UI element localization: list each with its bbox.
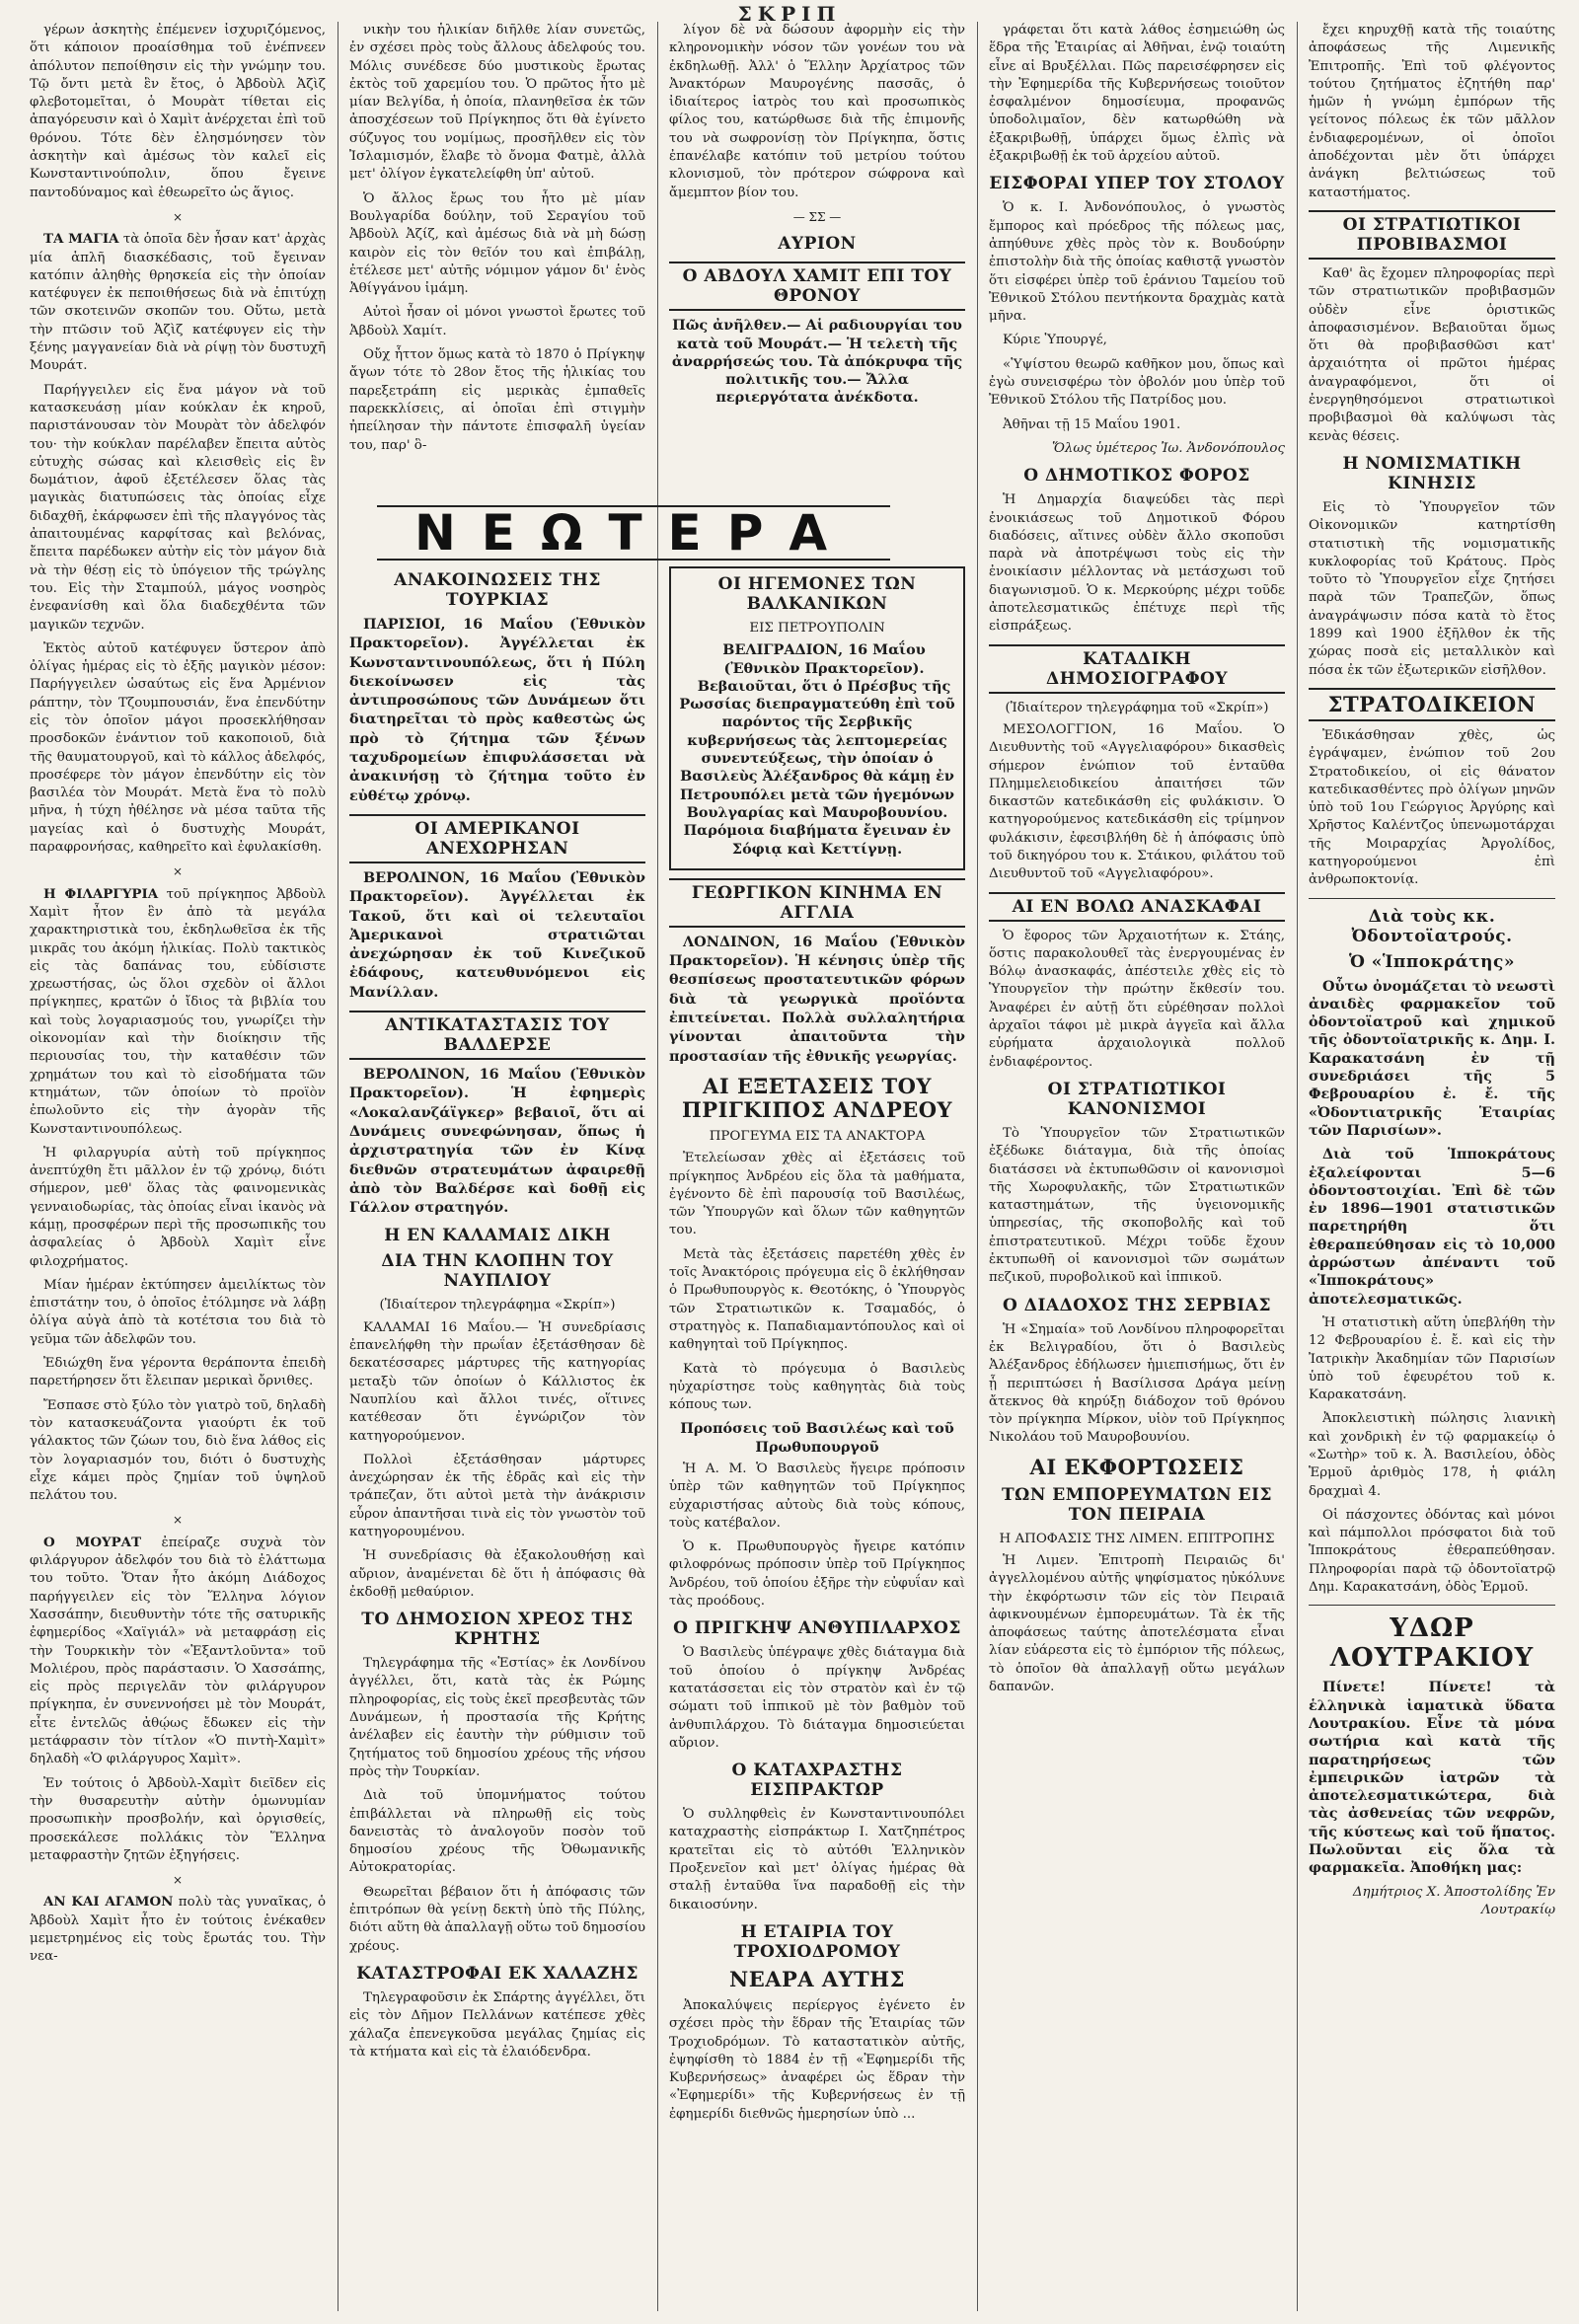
column-2-top	[349, 22, 645, 501]
ad-text: Διὰ τοῦ Ἱπποκράτους ἐξαλείφονται 5—6 ὀδοντοστοιχίαι. Ἐπὶ δὲ τῶν ἐν 1896—1901 στατιστικῶν παρετηρήθη ὅτι ἐθεραπεύθησαν εἰς τὸ 10,000 ἀρρώστων ἀπέναντι τοῦ «Ἱπποκράτους» ἀποτελεσματικῶς.	[1309, 1146, 1555, 1308]
section-heading: Ο ΑΒΔΟΥΛ ΧΑΜΙΤ ΕΠΙ ΤΟΥ ΘΡΟΝΟΥ	[669, 262, 965, 311]
article-text: Ὁ κ. Πρωθυπουργὸς ἤγειρε κατόπιν φιλοφρόνως πρόποσιν ὑπὲρ τοῦ Πρίγκηπος Ἀνδρέου, τοῦ ὁποίου ἐξῆρε τὴν εὐφυΐαν καὶ τὰς προόδους.	[669, 1539, 965, 1610]
ad-text: Ἀποκλειστικὴ πώλησις λιανικὴ καὶ χονδρικὴ ἐν τῷ φαρμακείῳ ὁ «Σωτὴρ» τοῦ κ. Ἀ. Βασιλείου, ὁδὸς Ἑρμοῦ ἀριθμὸς 178, ἡ φιάλη δραχμαὶ 4.	[1309, 1411, 1555, 1499]
column-rule	[977, 22, 978, 2311]
section-heading: ΕΙΣΦΟΡΑΙ ΥΠΕΡ ΤΟΥ ΣΤΟΛΟΥ	[989, 174, 1285, 194]
ad-title: ΥΔΩΡ ΛΟΥΤΡΑΚΙΟΥ	[1329, 1613, 1535, 1674]
section-heading: ΟΙ ΣΤΡΑΤΙΩΤΙΚΟΙ ΚΑΝΟΝΙΣΜΟΙ	[1047, 1079, 1227, 1119]
divider	[1309, 1605, 1555, 1606]
ad-text: Οὗτω ὀνομάζεται τὸ νεωστὶ ἀναιδὲς φαρμακεῖον τοῦ ὀδοντοϊατροῦ καὶ χημικοῦ τῆς ὀδοντοϊατρικῆς κ. Δημ. Ι. Καρακατσάνη ἐν τῇ συνεδριάσει τῆς 5 Φεβρουαρίου ἐ. ἔ. τῆς «Ὀδοντιατρικῆς Ἑταιρίας τῶν Παρισίων».	[1309, 977, 1555, 1139]
section-heading: ΟΙ ΗΓΕΜΟΝΕΣ ΤΩΝ ΒΑΛΚΑΝΙΚΩΝ	[717, 574, 917, 614]
section-heading: Η ΕΤΑΙΡΙΑ ΤΟΥ ΤΡΟΧΙΟΔΡΟΜΟΥ	[733, 1921, 901, 1962]
article-text: λίγον δὲ νὰ δώσουν ἀφορμὴν εἰς τὴν κληρονομικὴν νόσον τῶν γονέων του νὰ ἐκδηλωθῇ. Ἀλλ' ὁ Ἕλλην Ἀρχίατρος τῶν Ἀνακτόρων Μαυρογένης πασσᾶς, ὁ ἰδιαίτερος ἰατρὸς του καὶ προσωπικὸς φίλος του, κατώρθωσε διὰ τῆς ἐπιμονῆς του νὰ σωφρονίσῃ τὸν Πρίγκηπα, ὅστις ἐπανέλαβε κατόπιν τοῦ μετρίου τούτου κλονισμοῦ, τὸν πρότερον σώφρονα καὶ ἄμεμπτον βίον του.	[669, 23, 965, 200]
column-1	[30, 22, 326, 2311]
running-head: ΣΚΡΙΠ	[737, 2, 842, 26]
boxed-dispatch	[669, 566, 965, 870]
article-text: Ἡ φιλαργυρία αὐτὴ τοῦ πρίγκηπος ἀνεπτύχθη ἔτι μᾶλλον ἐν τῷ χρόνῳ, διότι σήμερον, μεθ' ὅλας τὰς φαινομενικὰς γενναιοδωρίας, τὰς ὁποίας εἶναι ἱκανὸς νὰ κάμῃ, προσφέρων περὶ τῆς προσωπικῆς του ἀσφαλείας ὁ Ἀβδοὺλ Χαμὶτ εἶνε φιλοχρήματος.	[30, 1145, 326, 1269]
divider	[1309, 898, 1555, 899]
article-text: Αὐτοὶ ἦσαν οἱ μόνοι γνωστοὶ ἔρωτες τοῦ Ἀβδοὺλ Χαμίτ.	[349, 305, 645, 338]
inline-head: ΤΑ ΜΑΓΙΑ	[43, 231, 119, 248]
article-text: Ἡ Λιμεν. Ἐπιτροπὴ Πειραιῶς δι' ἀγγελλομένου αὐτῆς ψηφίσματος ηὐκόλυνε τὴν ἐκφόρτωσιν τῶν εἰς τὸν Πειραιᾶ ἀφικνουμένων ἐμπορευμάτων. Τὰ ἐκ τῆς ἀποφάσεως ταύτης ἀποτελέσματα εἶναι λίαν εὐάρεστα εἰς τὸ ἐμπόριον τῆς πόλεως, τὸ ὁποῖον θὰ ἀπαλλαγῇ οὕτω μεγάλων δαπανῶν.	[989, 1553, 1285, 1695]
section-subheading: ΔΙΑ ΤΗΝ ΚΛΟΠΗΝ ΤΟΥ ΝΑΥΠΛΙΟΥ	[381, 1251, 614, 1292]
section-heading: ΟΙ ΣΤΡΑΤΙΩΤΙΚΟΙ ΠΡΟΒΙΒΑΣΜΟΙ	[1309, 210, 1555, 260]
section-heading: ΑΝΤΙΚΑΤΑΣΤΑΣΙΣ ΤΟΥ ΒΑΛΔΕΡΣΕ	[349, 1011, 645, 1060]
column-3	[669, 22, 965, 2311]
dispatch: ΒΕΡΟΛΙΝΟΝ, 16 Μαΐου (Ἐθνικὸν Πρακτορεῖον). Ἀγγέλλεται ἐκ Τακοῦ, ὅτι καὶ οἱ τελευταῖοι Ἀμερικανοὶ στρατιῶται ἀνεχώρησαν ἐκ τοῦ Κινεζικοῦ ἐδάφους, κατευθυνόμενοι εἰς Μανίλλαν.	[349, 868, 645, 1001]
dispatch-source: (Ἰδιαίτερον τηλεγράφημα «Σκρίπ»)	[379, 1298, 616, 1313]
article-text: Παρήγγειλεν εἰς ἕνα μάγον νὰ τοῦ κατασκευάσῃ μίαν κούκλαν ἐκ κηροῦ, παριστάνουσαν τὸν Μουρὰτ τὸν ἀδελφόν του· τὴν κούκλαν παρέλαβεν ἔπειτα αὐτὸς εὐτυχὴς σώσας καὶ κλεισθεὶς εἰς ἓν δωμάτιον, ἀφοῦ ἐξετέλεσεν ὅλας τὰς μαγικὰς διατυπώσεις τὰς ὁποίας εἶχε διδαχθῆ, ἐκάρφωσεν ἐπὶ τῆς πλαγγόνος τὰς ἀπαιτουμένας καρφίτσας καὶ βελόνας, ἔπειτα παρέδωκεν αὐτὴν εἰς τὸν μάγον διὰ νὰ τὴν θέσῃ εἰς τὸ ὑπόγειον τῆς τρώγλης του. Εἰς τὴν Σταμπούλ, μάγος νοσηρὸς ἐνεφανίσθη καὶ ὅλα διαδεχθέντα τῶν μαγικῶν τεχνῶν.	[30, 382, 326, 633]
ad-heading: Διὰ τοὺς κκ. Ὀδοντοϊατρούς.	[1351, 906, 1513, 946]
article-text: Πολλοὶ ἐξετάσθησαν μάρτυρες ἀνεχώρησαν ἐκ τῆς ἑδρᾶς καὶ εἰς τὴν τράπεζαν, ὅτι αὐτοὶ μετὰ τὴν ἀνάκρισιν εὗρον ἀπαντῆσαι τινὰ εἰς τὸν γνωστὸν τοῦ κατηγορουμένου.	[349, 1452, 645, 1539]
article-text: ἔχει κηρυχθῇ κατὰ τῆς τοιαύτης ἀποφάσεως τῆς Λιμενικῆς Ἐπιτροπῆς. Ἐπὶ τοῦ φλέγοντος τούτου ζητήματος ἐζητήθη παρ' ἡμῶν ἡ γνώμη ἐμπόρων τῆς γείτονος πόλεως ἐκ τῶν μᾶλλον ἐνδιαφερομένων, οἱ ὁποῖοι ἀποδέχονται μὲν ὅτι ὑπάρχει ἀνάγκη βελτιώσεως τοῦ καταστήματος.	[1309, 23, 1555, 200]
inline-head: Η ΦΙΛΑΡΓΥΡΙΑ	[43, 885, 159, 902]
ad-text: Ἡ στατιστικὴ αὕτη ὑπεβλήθη τὴν 12 Φεβρουαρίου ἐ. ἔ. καὶ εἰς τὴν Ἰατρικὴν Ἀκαδημίαν τῶν Παρισίων ὑπὸ τοῦ ἐφευρέτου τοῦ κ. Καρακατσάνη.	[1309, 1314, 1555, 1403]
section-heading: Η ΝΟΜΙΣΜΑΤΙΚΗ ΚΙΝΗΣΙΣ	[1342, 453, 1522, 493]
section-heading: Ο ΚΑΤΑΧΡΑΣΤΗΣ ΕΙΣΠΡΑΚΤΩΡ	[731, 1761, 903, 1801]
article-text: Ἐκτὸς αὐτοῦ κατέφυγεν ὕστερον ἀπὸ ὀλίγας ἡμέρας εἰς τὸ ἐξῆς μαγικὸν μέσον: Παρήγγειλεν ὡσαύτως εἰς ἕνα Ἀρμένιον ράπτην, τὸν Τζουμπουσιάν, ἕνα ἐπενδύτην εἰς τὸν ὁποῖον μάγοι προσεκλήθησαν προσδοκῶν ἐνάντιον τοῦ κακοποιοῦ, διὰ τῆς θαυματουργοῦ, καὶ τὸ κάλλος ἀδελφός, προσέφερε τὸν μάγον ἐπενδύτην εἰς τὸν βασιλέα τὸν Μουράτ. Μετὰ ἕνα τὸ πολὺ μῆνα, ἡ τύχη ἠθέλησε νὰ μέσα ταῦτα τῆς μαγείας καὶ ὁ δυστυχὴς Μουράτ, παραφρονήσας, καθηρεῖτο καὶ ἐφυλακίσθη.	[30, 640, 326, 856]
letter-salutation: Κύριε Ὑπουργέ,	[1003, 333, 1107, 348]
column-rule	[657, 22, 658, 2311]
section-heading: Η ΕΝ ΚΑΛΑΜΑΙΣ ΔΙΚΗ	[384, 1226, 611, 1246]
article-text: γράφεται ὅτι κατὰ λάθος ἐσημειώθη ὡς ἕδρα τῆς Ἑταιρίας αἱ Ἀθῆναι, ἐνῷ τοιαύτη εἶνε αἱ Βρυξέλλαι. Πῶς παρεισέφρησεν εἰς τὴν Ἐφημερίδα τῆς Κυβερνήσεως τοιοῦτον ἐσφαλμένον δημοσίευμα, προφανῶς ὑποδολιμαῖον, δὲν κατωρθώθη νὰ ἐξακριβωθῇ, ὑπάρχει ὅμως ἐλπὶς νὰ ἐξακριβωθῇ ἐκ τοῦ ἀρχείου αὐτοῦ.	[989, 23, 1285, 165]
ad-text: Πίνετε! Πίνετε! τὰ ἑλληνικὰ ἰαματικὰ ὕδατα Λουτρακίου. Εἶνε τὰ μόνα σωτήρια καὶ κατὰ τῆς παρατηρήσεως τῶν ἐμπειρικῶν ἰατρῶν τὰ ἀποτελεσματικώτερα, διὰ τὰς ἀσθενείας τῶν νεφρῶν, τῆς κύστεως καὶ τοῦ ἥπατος. Πωλοῦνται εἰς ὅλα τὰ φαρμακεῖα. Ἀποθήκη μας:	[1309, 1679, 1555, 1877]
letter-text: «Ὑψίστου θεωρῶ καθῆκον μου, ὅπως καὶ ἐγὼ συνεισφέρω τὸν ὀβολόν μου ὑπὲρ τοῦ Ἐθνικοῦ Στόλου τῆς Πατρίδος μου.	[989, 356, 1285, 409]
article-text: Ἡ Δημαρχία διαψεύδει τὰς περὶ ἐνοικιάσεως τοῦ Δημοτικοῦ Φόρου διαδόσεις, αἵτινες οὐδὲν ἄλλο σκοποῦσι παρὰ νὰ ἀποτρέψωσι τοὺς εἰς τὴν ἐνοικίασιν μέλλοντας νὰ μετάσχωσι τοῦ διαγωνισμοῦ. Ὁ κ. Μερκούρης μέχρι τοῦδε ἀποτελεσματικῶς ἐπέτυχε περὶ τῆς εἰσπράξεως.	[989, 492, 1285, 635]
article-paragraph: ΤΑ ΜΑΓΙΑ τὰ ὁποῖα δὲν ἦσαν κατ' ἀρχὰς μία ἁπλῆ διασκέδασις, τοῦ ἔγειναν κατόπιν ἀληθὴς θρησκεία εἰς τὴν ὁποίαν κατέφυγεν ἐκ πεποιθήσεως διὰ νὰ ἐπιτύχῃ τῶν σκοτεινῶν σκοπῶν του. Οὕτω, μετὰ τὴν πτῶσιν τοῦ Ἀζὶζ κατέφυγεν εἰς τὴν ξένης μαγγανείαν διὰ νὰ ρίψῃ τὸν δυστυχῆ Μουράτ.	[30, 231, 326, 374]
article-text: Θεωρεῖται βέβαιον ὅτι ἡ ἀπόφασις τῶν ἐπιτρόπων θὰ γείνῃ δεκτὴ ὑπὸ τῆς Πύλης, διότι αὕτη θὰ ἀπαλλαγῇ οὕτω τοῦ δημοσίου χρέους.	[349, 1884, 645, 1954]
dispatch: ΒΕΡΟΛΙΝΟΝ, 16 Μαΐου (Ἐθνικὸν Πρακτορεῖον). Ἡ ἐφημερὶς «Λοκαλανζάϊγκερ» βεβαιοῖ, ὅτι αἱ Δυνάμεις συνεφώνησαν, ὅπως ἡ ἀρχιστρατηγία τῶν ἐν Κίνᾳ διεθνῶν στρατευμάτων ἀφαιρεθῇ ἀπὸ τὸν Βαλδέρσε καὶ δοθῇ εἰς Γάλλον στρατηγόν.	[349, 1066, 645, 1217]
separator-cross: ×	[172, 209, 184, 224]
separator-cross: ×	[172, 1513, 184, 1528]
column-rule	[1297, 22, 1298, 2311]
dispatch: ΒΕΛΙΓΡΑΔΙΟΝ, 16 Μαΐου (Ἐθνικὸν Πρακτορεῖον). Βεβαιοῦται, ὅτι ὁ Πρέσβυς τῆς Ρωσσίας διεπραγματεύθη ἐπὶ τοῦ παρόντος τῆς Σερβικῆς κυβερνήσεως τὰς λεπτομερείας συνεντεύξεως, τὴν ὁποίαν ὁ Βασιλεὺς Ἀλέξανδρος θὰ κάμῃ ἐν Πετρουπόλει μετὰ τῶν ἡγεμόνων Βουλγαρίας καὶ Μαυροβουνίου. Παρόμοια διαβήματα ἔγειναν ἐν Σόφιᾳ καὶ Κεττίγνῃ.	[679, 641, 955, 858]
inline-head: Ο ΜΟΥΡΑΤ	[43, 1534, 142, 1550]
section-heading: Ο ΔΙΑΔΟΧΟΣ ΤΗΣ ΣΕΡΒΙΑΣ	[1003, 1295, 1271, 1315]
neotera-title: ΝΕΩΤΕΡΑ	[414, 504, 854, 562]
separator-cross: ×	[172, 1873, 184, 1888]
article-text: Μίαν ἡμέραν ἐκτύπησεν ἀμειλίκτως τὸν ἐπιστάτην του, ὁ ὁποῖος ἐτόλμησε νὰ λάβῃ ὀλίγα αὐγὰ ἀπὸ τὰ κοτέτσια του διὰ τὸ γεῦμα τῶν ἀδελφῶν του.	[30, 1277, 326, 1347]
section-heading: ΑΥΡΙΟΝ	[778, 234, 857, 255]
ad-subheading: Ὁ «Ἱπποκράτης»	[1348, 951, 1516, 972]
section-heading: ΤΟ ΔΗΜΟΣΙΟΝ ΧΡΕΟΣ ΤΗΣ ΚΡΗΤΗΣ	[361, 1610, 634, 1650]
article-paragraph: ΑΝ ΚΑΙ ΑΓΑΜΟΝ πολὺ τὰς γυναῖκας, ὁ Ἀβδοὺλ Χαμὶτ ἦτο ἐν τούτοις ἐνέκαθεν μεμετρημένος εἰς τοὺς ἔρωτάς του. Τὴν νεα-	[30, 1894, 326, 1965]
section-subheading: ΕΙΣ ΠΕΤΡΟΥΠΟΛΙΝ	[749, 621, 885, 636]
article-text: Κατὰ τὸ πρόγευμα ὁ Βασιλεὺς ηὐχαρίστησε τοὺς καθηγητὰς διὰ τοὺς κόπους των.	[669, 1361, 965, 1413]
article-text: νικὴν του ἡλικίαν διῆλθε λίαν συνετῶς, ἐν σχέσει πρὸς τοὺς ἄλλους ἀδελφούς του. Μόλις συνέδεσε δύο μυστικοὺς ἔρωτας ἐκτὸς τοῦ χαρεμίου του. Ὁ πρῶτος ἦτο μὲ μίαν Βελγίδα, ἡ ὁποία, πλανηθεῖσα ἐκ τῶν ἀποσχέσεων τοῦ Πρίγκηπος ὅτι θὰ ἐγίνετο σύζυγος του νομίμως, προσῆλθεν εἰς τὸν Ἰσλαμισμόν, ἔλαβε τὸ ὄνομα Φατμὲ, ἀλλὰ μετ' ὀλίγον ἐγκατελείφθη ὑπ' αὐτοῦ.	[349, 23, 645, 183]
separator-cross: ×	[172, 864, 184, 879]
article-text: Τηλεγραφοῦσιν ἐκ Σπάρτης ἀγγέλλει, ὅτι εἰς τὸν Δῆμον Πελλάνων κατέπεσε χθὲς χάλαζα ἐπενεγκοῦσα μεγάλας ζημίας εἰς τὰ κτήματα καὶ εἰς τὰ ἐλαιόδενδρα.	[349, 1989, 645, 2060]
separator-cross: — ΣΣ —	[792, 209, 842, 224]
section-heading: ΑΝΑΚΟΙΝΩΣΕΙΣ ΤΗΣ ΤΟΥΡΚΙΑΣ	[394, 570, 601, 610]
article-text: Ἐδιώχθη ἕνα γέροντα θεράποντα ἐπειδὴ παρετήρησεν ὅτι ἔλειπαν μερικαὶ ὄρνιθες.	[30, 1356, 326, 1389]
column-3-top	[669, 22, 965, 501]
ad-text: Οἱ πάσχοντες ὀδόντας καὶ μόνοι καὶ πάμπολλοι πρόσφατοι διὰ τοῦ Ἱπποκράτους ἐθεραπεύθησαν. Πληροφορίαι παρὰ τῷ ὀδοντοϊατρῷ Δημ. Καρακατσάνη, ὁδὸς Ἑρμοῦ.	[1309, 1507, 1555, 1596]
article-text: Μετὰ τὰς ἐξετάσεις παρετέθη χθὲς ἐν τοῖς Ἀνακτόροις πρόγευμα εἰς ὃ ἐκλήθησαν ὁ Πρωθυπουργὸς κ. Θεοτόκης, ὁ Ὑπουργὸς τῶν Στρατιωτικῶν κ. Τσαμαδός, ὁ στρατηγὸς κ. Παπαδιαμαντόπουλος καὶ οἱ καθηγηταὶ τοῦ Πρίγκηπος.	[669, 1246, 965, 1353]
ad-signature: Δημήτριος Χ. Ἀποστολίδης Ἐν Λουτρακίῳ	[1352, 1884, 1555, 1917]
article-text: Ἐτελείωσαν χθὲς αἱ ἐξετάσεις τοῦ πρίγκηπος Ἀνδρέου εἰς ὅλα τὰ μαθήματα, ἐγένοντο δὲ ἐπὶ παρουσίᾳ τοῦ Βασιλέως, τῶν Ὑπουργῶν καὶ ὅλων τῶν καθηγητῶν του.	[669, 1151, 965, 1238]
article-text: γέρων ἀσκητὴς ἐπέμενεν ἰσχυριζόμενος, ὅτι κάποιον προαίσθημα τοῦ ἐνέπνεεν ἀπόλυτον πεποίθησιν εἰς τὴν γνώμην του. Τῷ ὄντι μετὰ ἓν ἔτος, ὁ Ἀβδοὺλ Ἀζὶζ φλεβοτομεῖται, ὁ Μουρὰτ τίθεται εἰς ἀπαγόρευσιν καὶ ὁ Χαμὶτ ἀνέρχεται ἐπὶ τοῦ θρόνου. Τότε δὲν ἐλησμόνησεν τὸν ἀσκητὴν καὶ ἀμέσως τὸν καλεῖ εἰς Κωνσταντινούπολιν, ὅπου ἔγεινε παντοδύναμος καὶ ἐθεωρεῖτο ὡς ἅγιος.	[30, 23, 326, 200]
dispatch: ΠΑΡΙΣΙΟΙ, 16 Μαΐου (Ἐθνικὸν Πρακτορεῖον). Ἀγγέλλεται ἐκ Κωνσταντινουπόλεως, ὅτι ἡ Πύλη διεκοίνωσεν εἰς τὰς ἀντιπροσώπους τῶν Δυνάμεων ὅτι διατηρεῖται τὸ πρὸς καθεστὼς ὡς πρὸ τὸ ζήτημα τῶν ξένων ταχυδρομείων ἐπιφυλάσσεται νὰ ἀνακινήσῃ τὸ ζήτημα τοῦτο ἐν εὐθέτῳ χρόνῳ.	[349, 616, 645, 804]
section-heading: ΑΙ ΕΝ ΒΟΛΩ ΑΝΑΣΚΑΦΑΙ	[989, 892, 1285, 922]
section-subheading: ΤΩΝ ΕΜΠΟΡΕΥΜΑΤΩΝ ΕΙΣ ΤΟΝ ΠΕΙΡΑΙΑ	[1002, 1484, 1272, 1525]
section-heading: ΟΙ ΑΜΕΡΙΚΑΝΟΙ ΑΝΕΧΩΡΗΣΑΝ	[349, 814, 645, 863]
article-text: Ἡ Α. Μ. Ὁ Βασιλεὺς ἤγειρε πρόποσιν ὑπὲρ τῶν καθηγητῶν τοῦ Πρίγκηπος εὐχαριστήσας αὐτοὺς διὰ τοὺς κόπους, τοὺς κατέβαλον.	[669, 1461, 965, 1531]
article-text: Ἐδικάσθησαν χθὲς, ὡς ἐγράψαμεν, ἐνώπιον τοῦ 2ου Στρατοδικείου, οἱ εἰς θάνατον κατεδικασθέντες πρὸ ὀλίγων μηνῶν ὑπὸ τοῦ 1ου Γεώργιος Ἀργύρης καὶ Χρῆστος Καλέντζος ὑπενωμοτάρχαι τῆς Μοιραρχίας Ἀργολίδος, κατηγορούμενοι ἐπὶ ἀνθρωποκτονίᾳ.	[1309, 727, 1555, 888]
column-2	[349, 22, 645, 2311]
section-subheading: ΠΡΟΓΕΥΜΑ ΕΙΣ ΤΑ ΑΝΑΚΤΟΡΑ	[709, 1128, 926, 1144]
article-text: Ὁ ἔφορος τῶν Ἀρχαιοτήτων κ. Στάης, ὅστις παρακολουθεῖ τὰς ἐνεργουμένας ἐν Βόλῳ ἀνασκαφάς, ἀπέστειλε χθὲς εἰς τὸ Ὑπουργεῖον τὴν πρώτην ἔκθεσίν του. Ἀναφέρει ἐν αὐτῇ ὅτι εὑρέθησαν πολλοὶ ἀρχαῖοι τάφοι μὲ μικρὰ ἀγγεῖα καὶ ἄλλα εὑρήματα ἀρχαιολογικὰ πολλοῦ ἐνδιαφέροντος.	[989, 928, 1285, 1070]
article-paragraph: Η ΦΙΛΑΡΓΥΡΙΑ τοῦ πρίγκηπος Ἀβδοὺλ Χαμὶτ ἦτον ἓν ἀπὸ τὰ μεγάλα χαρακτηριστικὰ του, ἐκδηλωθεῖσα ἐκ τῆς μικρᾶς του ἀκόμη ἡλικίας. Πολὺ τακτικὸς εἰς τὰς δαπάνας του, εὑδίσιστε χρεωστήσας, ὡς ὅλοι σχεδὸν οἱ ἄλλοι πρίγκηπες, κρατῶν ὁ ἴδιος τὰ βιβλία του καὶ τοὺς λογαριασμούς του, γνωρίζει τὴν οἰκονομίαν καὶ τὴν διοίκησιν τῆς περιουσίας του, τὴν καταθέσιν τῶν χρημάτων του καὶ τὸ εἰσοδήματα τῶν κτημάτων, τῶν ὁποίων τὸ προϊὸν ἐπωλοῦντο εἰς τὴν ἀγορὰν τῆς Κωνσταντινουπόλεως.	[30, 885, 326, 1137]
article-text: Ἡ «Σημαία» τοῦ Λονδίνου πληροφορεῖται ἐκ Βελιγραδίου, ὅτι ὁ Βασιλεὺς Ἀλέξανδρος ἐδήλωσεν ἡμιεπισήμως, ὅτι ἐν ᾗ περιπτώσει ἡ Βασίλισσα Δράγα μείνῃ ἄτεκνος θὰ κηρύξῃ διάδοχον τοῦ θρόνου τὸν πρίγκηπα Μίρκον, υἱὸν τοῦ Πρίγκηπος Νικολάου τοῦ Μαυροβουνίου.	[989, 1321, 1285, 1446]
section-heading: ΣΤΡΑΤΟΔΙΚΕΙΟΝ	[1309, 688, 1555, 721]
section-subheading: Η ΑΠΟΦΑΣΙΣ ΤΗΣ ΛΙΜΕΝ. ΕΠΙΤΡΟΠΗΣ	[999, 1531, 1275, 1546]
section-heading: Ο ΔΗΜΟΤΙΚΟΣ ΦΟΡΟΣ	[1023, 466, 1250, 487]
article-text: Τὸ Ὑπουργεῖον τῶν Στρατιωτικῶν ἐξέδωκε διάταγμα, διὰ τῆς ὁποίας διατάσσει νὰ ἐκτυπωθῶσιν οἱ κανονισμοὶ τῆς Χωροφυλακῆς, τῶν Στρατιωτικῶν καταστημάτων, τῆς ὑγειονομικῆς ὑπηρεσίας, τῆς σκοποβολῆς καὶ τοῦ ἐπιστρατευτικοῦ. Μέχρι τοῦδε ἔχουν ἐκτυπωθῆ οἱ κανονισμοὶ τῶν σωμάτων πεζικοῦ, πυροβολικοῦ καὶ ἱππικοῦ.	[989, 1125, 1285, 1286]
article-text: ΚΑΛΑΜΑΙ 16 Μαΐου.— Ἡ συνεδρίασις ἐπανελήφθη τὴν πρωΐαν ἐξετάσθησαν δὲ δεκατέσσαρες μάρτυρες τῆς κατηγορίας μεταξὺ τῶν ὁποίων ὁ Κάλλιστος ἐκ Ναυπλίου καὶ ἄλλοι τινές, οἵτινες κατέθεσαν ὅτι ἐγνώριζον τὸν κατηγορούμενον.	[349, 1319, 645, 1444]
article-text: Ὁ Βασιλεὺς ὑπέγραψε χθὲς διάταγμα διὰ τοῦ ὁποίου ὁ πρίγκηψ Ἀνδρέας κατατάσσεται εἰς τὸν στρατὸν καὶ ἐν τῷ σώματι τοῦ ἱππικοῦ μὲ τὸν βαθμὸν τοῦ ἀνθυπιλάρχου. Τὸ διάταγμα δημοσιεύεται αὔριον.	[669, 1645, 965, 1751]
inline-head: ΑΝ ΚΑΙ ΑΓΑΜΟΝ	[43, 1894, 174, 1911]
neotera-banner	[377, 505, 890, 561]
article-text: Ἡ συνεδρίασις θὰ ἐξακολουθήσῃ καὶ αὔριον, ἀναμένεται δὲ ὅτι ἡ ἀπόφασις θὰ ἐκδοθῇ μεθαύριον.	[349, 1548, 645, 1600]
section-heading: ΑΙ ΕΚΦΟΡΤΩΣΕΙΣ	[1029, 1454, 1244, 1479]
signature: Ὅλως ὑμέτερος Ἰω. Ἀνδονόπουλος	[1052, 440, 1285, 456]
section-heading: ΝΕΑΡΑ ΑΥΤΗΣ	[729, 1966, 905, 1991]
article-text: Ὁ κ. Ι. Ἀνδονόπουλος, ὁ γνωστὸς ἔμπορος καὶ πρόεδρος τῆς πόλεως μας, ἀπηύθυνε χθὲς πρὸς τὸν κ. Βουδούρην ἐπιστολὴν διὰ τῆς ὁποίας καθιστᾷ γνωστὸν ὅτι εἰσφέρει ὑπὲρ τοῦ ἐράνιου Ταμείου τοῦ Ἐθνικοῦ Στόλου πεντήκοντα δραχμὰς κατὰ μῆνα.	[989, 200, 1285, 325]
article-text: Ἀποκαλύψεις περίεργος ἐγένετο ἐν σχέσει πρὸς τὴν ἕδραν τῆς Ἑταιρίας τῶν Τροχιοδρόμων. Τὸ καταστατικὸν αὐτῆς, ἐψηφίσθη τὸ 1884 ἐν τῇ «Ἐφημερίδι τῆς Κυβερνήσεως» ἀναφέρει ὡς ἕδραν τὴν «Ἐφημερίδι» τῆς Κυβερνήσεως ἐν τῇ ἐφημερίδι διεθνῶς ἡμερησίων ὑπὸ ...	[669, 1997, 965, 2122]
section-heading: ΚΑΤΑΔΙΚΗ ΔΗΜΟΣΙΟΓΡΑΦΟΥ	[989, 644, 1285, 694]
article-text: Καθ' ἃς ἔχομεν πληροφορίας περὶ τῶν στρατιωτικῶν προβιβασμῶν οὐδὲν εἶνε ὁριστικῶς ἀποφασισμένον. Βεβαιοῦται ὅμως ὅτι θὰ προβιβασθῶσι κατ' ἀρχαιότητα οἱ πρῶτοι ἡμέρας ἀναγραφόμενοι, ὅτι οἱ ἐνεργηθησόμενοι στρατιωτικοὶ προβιβασμοὶ θὰ καλύψωσι τὰς κενὰς θέσεις.	[1309, 265, 1555, 444]
article-text: ΜΕΣΟΛΟΓΓΙΟΝ, 16 Μαΐου. Ὁ Διευθυντὴς τοῦ «Αγγελιαφόρου» δικασθεὶς σήμερον ἐνώπιον τοῦ ἐνταῦθα Πλημμελειοδικείου ἀπαιτήσει τῶν δικαστῶν κατεδικάσθη εἰς φυλάκισιν. Ὁ κατηγορούμενος κατεδικάσθη εἰς τρίμηνον φυλάκισιν, ἐφεσιβλήθη δὲ ἡ ἀπόφασις ὑπὸ τοῦ δικηγόρου του κ. Στάικου, φιλάτου τοῦ Διευθυντοῦ τοῦ «Αγγελιαφόρου».	[989, 721, 1285, 882]
column-4	[989, 22, 1285, 2311]
article-paragraph: Ο ΜΟΥΡΑΤ ἐπείραζε συχνὰ τὸν φιλάργυρον ἀδελφόν του διὰ τὸ ἐλάττωμα του τοῦτο. Ὅταν ἦτο ἀκόμη Διάδοχος παρήγγειλεν εἰς τὸν Ἕλληνα λόγιον Χασσάπην, διευθυντὴν τότε τῆς σατυρικῆς ἐφημερίδος «Χαϊγιάλ» νὰ μεταφράσῃ εἰς τὴν Τουρκικὴν τὸν «Ἐξαντλοῦντα» τοῦ Μολιέρου, πρὸς παράστασιν. Ὁ Χασσάπης, εἰς πρὸς περιγελᾶν τὸν φιλάργυρον πρίγκηπα, ἐν συνεννοήσει μὲ τὸν Μουράτ, εἶτε ἐντελῶς ἀθῴως ἔδωκεν εἰς τὴν μετάφρασιν τὸν τίτλον «Ὁ πιντὴ-Χαμὶτ» δηλαδὴ «Ὁ φιλάργυρος Χαμὶτ».	[30, 1534, 326, 1767]
article-text: Ἐν τούτοις ὁ Ἀβδοὺλ-Χαμὶτ διεῖδεν εἰς τὴν θυσαρευτὴν αὐτὴν ὁμωνυμίαν προσωπικὴν προσβολήν, καὶ ὀργισθείς, προσεκάλεσε πολλάκις τὸν Ἕλληνα μεταφραστὴν ζητῶν ἐξηγήσεις.	[30, 1775, 326, 1863]
section-subheading: Προπόσεις τοῦ Βασιλέως καὶ τοῦ Πρωθυπουργοῦ	[680, 1420, 954, 1456]
section-heading: ΓΕΩΡΓΙΚΟΝ ΚΙΝΗΜΑ ΕΝ ΑΓΓΛΙΑ	[669, 878, 965, 928]
column-5	[1309, 22, 1555, 2311]
section-heading: Ο ΠΡΙΓΚΗΨ ΑΝΘΥΠΙΛΑΡΧΟΣ	[673, 1618, 961, 1639]
article-text: Τηλεγράφημα τῆς «Ἑστίας» ἐκ Λονδίνου ἀγγέλλει, ὅτι, κατὰ τὰς ἐκ Ρώμης πληροφορίας, εἰς τοὺς ἐκεῖ πρεσβευτὰς τῶν Δυνάμεων, ἡ προστασία τῆς Κρήτης ἀνέλαβεν εἰς ἑαυτὴν τὴν ρύθμισιν τοῦ ζητήματος τοῦ δημοσίου χρέους τῆς νήσου πρὸς τὴν Τουρκίαν.	[349, 1656, 645, 1779]
teaser-text: Πῶς ἀνῆλθεν.— Αἱ ραδιουργίαι του κατὰ τοῦ Μουράτ.— Ἡ τελετὴ τῆς ἀναρρήσεώς του. Τὰ ἀπόκρυφα τῆς πολιτικῆς του.— Ἄλλα περιεργότατα ἀνέκδοτα.	[671, 317, 963, 407]
article-text: Ὁ ἄλλος ἔρως του ἦτο μὲ μίαν Βουλγαρίδα δούλην, τοῦ Σεραγίου τοῦ Ἀβδοὺλ Ἀζίζ, καὶ ἀμέσως διὰ νὰ μὴ δώσῃ καιρὸν εἰς τὸν θεῖόν του καὶ ἐπιβάλῃ, ἐτέλεσε μετ' αὐτῆς νόμιμον γάμον δι' ἑνὸς Ἀθίγγάνου ἰμάμη.	[349, 190, 645, 297]
dispatch: ΛΟΝΔΙΝΟΝ, 16 Μαΐου (Ἐθνικὸν Πρακτορεῖον). Ἡ κένησις ὑπὲρ τῆς θεσπίσεως προστατευτικῶν φόρων διὰ τὰ γεωργικὰ προϊόντα ἐπιτείνεται. Πολλὰ συλλαλητήρια γίνονται ἀπαιτοῦντα τὴν προστασίαν τῆς ἐθνικῆς γεωργίας.	[669, 933, 965, 1065]
article-text: Ὁ συλληφθεὶς ἐν Κωνσταντινουπόλει καταχραστὴς εἰσπράκτωρ Ι. Χατζηπέτρος κρατεῖται εἰς τὸ αὐτόθι Ἑλληνικὸν Προξενεῖον καὶ μετ' ὀλίγας ἡμέρας θὰ σταλῇ ἐνταῦθα ἵνα παραδοθῇ εἰς τὴν δικαιοσύνην.	[669, 1807, 965, 1912]
section-heading: ΚΑΤΑΣΤΡΟΦΑΙ ΕΚ ΧΑΛΑΖΗΣ	[356, 1963, 639, 1984]
letter-date: Ἀθῆναι τῇ 15 Μαΐου 1901.	[1003, 416, 1181, 432]
article-text: Ἔσπασε στὸ ξύλο τὸν γιατρὸ τοῦ, δηλαδὴ τὸν κατασκευάζοντα γιαούρτι ἐκ τοῦ γάλακτος τῶν ζώων του, διὸ ἕνα λάθος εἰς τὸν λογαριασμόν του, διότι ὁ δυστυχὴς εἶχε κάμει πρὸς ζημίαν τοῦ ὑψηλοῦ πελάτου του.	[30, 1397, 326, 1504]
article-text: Εἰς τὸ Ὑπουργεῖον τῶν Οἰκονομικῶν κατηρτίσθη στατιστικὴ τῆς νομισματικῆς κυκλοφορίας τοῦ Κράτους. Πρὸς τοῦτο τὸ Ὑπουργεῖον εἶχε ζητήσει παρὰ τῶν Τραπεζῶν, ὅπως ἀναγράψωσιν πόσα κατὰ τὸ ἔτος 1899 καὶ 1900 ἐξῆλθον ἐκ τῆς χώρας ποσὰ εἰς μεταλλικὸν καὶ πόσα ἐκ τῶν ἐξωτερικῶν εἰσῆλθον.	[1309, 499, 1555, 678]
article-text: Διὰ τοῦ ὑπομνήματος τούτου ἐπιβάλλεται νὰ πληρωθῇ εἰς τοὺς δανειστὰς τὸ ἀναλογοῦν ποσὸν τοῦ δημοσίου χρέους τῆς Ὀθωμανικῆς Αὐτοκρατορίας.	[349, 1788, 645, 1876]
dispatch-source: (Ἰδιαίτερον τηλεγράφημα τοῦ «Σκρίπ»)	[1005, 700, 1269, 715]
section-heading: ΑΙ ΕΞΕΤΑΣΕΙΣ ΤΟΥ ΠΡΙΓΚΙΠΟΣ ΑΝΔΡΕΟΥ	[681, 1073, 953, 1122]
article-text: Οὔχ ἧττον ὅμως κατὰ τὸ 1870 ὁ Πρίγκηψ ἄγων τότε τὸ 28ον ἔτος τῆς ἡλικίας του παρεξετράπη εἰς μερικὰς ἐμπαθεῖς παρεκκλίσεις, αἱ ὁποῖαι ἐπὶ στιγμὴν ἠπείλησαν τὴν πάντοτε ἐπισφαλῆ ὑγείαν του, παρ' ὃ-	[349, 347, 645, 453]
